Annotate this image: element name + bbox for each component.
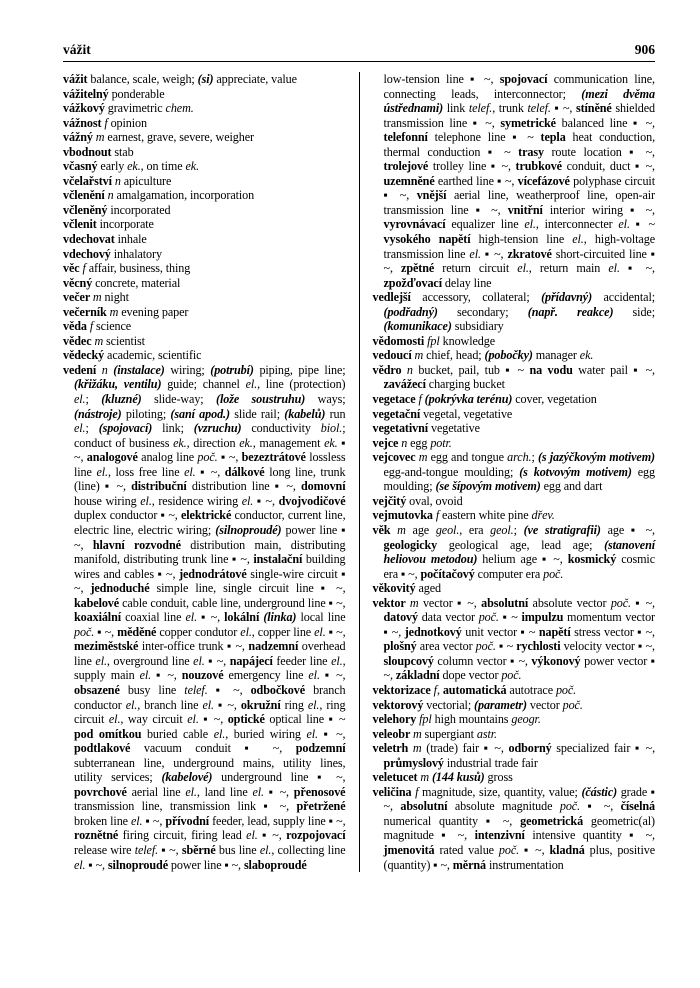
dictionary-entry: vegetativní vegetative bbox=[372, 421, 480, 436]
dictionary-entry: vegetace f (pokrývka terénu) cover, vegetation bbox=[372, 392, 597, 407]
dictionary-entry: vážkový gravimetric chem. bbox=[63, 101, 194, 116]
dictionary-entry: veletucet m (144 kusů) gross bbox=[372, 770, 513, 785]
dictionary-entry: večerník m evening paper bbox=[63, 304, 189, 319]
dictionary-entry: včlenit incorporate bbox=[63, 217, 154, 232]
dictionary-entry: večer m night bbox=[63, 290, 129, 305]
dictionary-entry: včasný early ek., on time ek. bbox=[63, 159, 200, 174]
guide-word: vážit bbox=[63, 42, 91, 57]
dictionary-entry: velehory fpl high mountains geogr. bbox=[372, 712, 541, 727]
dictionary-entry: veletrh m (trade) fair ▪ ~, odborný specialized fair ▪ ~, průmyslový industrial trade fair bbox=[372, 741, 656, 770]
header-rule bbox=[63, 61, 655, 62]
dictionary-entry: vejcovec m egg and tongue arch.; (s jazýčkovým motivem) egg-and-tongue moulding; (s kotvovým motivem) egg moulding; (se šípovým motivem) egg and dart bbox=[372, 450, 655, 494]
dictionary-entry: vážitelný ponderable bbox=[63, 86, 165, 101]
dictionary-entry: věk m age geol., era geol.; (ve stratigrafii) age ▪ ~, geologicky geological age, lead age; (stanovení heliovou metodou) helium age ▪ ~, kosmický cosmic era ▪ ~, počítačový computer era poč. bbox=[372, 522, 655, 581]
dictionary-entry: vedlejší accessory, collateral; (přídavný) accidental; (podřadný) secondary; (např. reakce) side; (komunikace) subsidiary bbox=[372, 290, 655, 334]
dictionary-entry: věcný concrete, material bbox=[63, 275, 181, 290]
dictionary-entry: vejčitý oval, ovoid bbox=[372, 493, 463, 508]
dictionary-entry: vědec m scientist bbox=[63, 333, 145, 348]
right-column bbox=[373, 72, 656, 872]
dictionary-entry: vejmutovka f eastern white pine dřev. bbox=[372, 508, 555, 523]
dictionary-entry: včlenění n amalgamation, incorporation bbox=[63, 188, 255, 203]
dictionary-entry: veleobr m supergiant astr. bbox=[372, 726, 497, 741]
page-number: 906 bbox=[634, 42, 655, 57]
text-columns bbox=[63, 72, 655, 872]
dictionary-entry: veličina f magnitude, size, quantity, value; (částic) grade ▪ ~, absolutní absolute magnitude poč. ▪ ~, číselná numerical quantity ▪ ~, geometrická geometric(al) magnitude ▪ ~, intenzivní intensive quantity ▪ ~, jmenovitá rated value poč. ▪ ~, kladná plus, positive (quantity) ▪ ~, měrná instrumentation bbox=[372, 784, 655, 872]
dictionary-entry: vedení n (instalace) wiring; (potrubí) piping, pipe line; (křižáku, ventilu) guide; channel el., line (protection) el.; (kluzné) slide-way; (lože soustruhu) ways; (nástroje) piloting; (saní apod.) slide rail; (kabelů) run el.; (spojovací) link; (vzruchu) conductivity biol.; conduct of business ek., direction ek., management ek. ▪ ~, analogové analog line poč. ▪ ~, bezeztrátové lossless line el., loss free line el. ▪ ~, dálkové long line, trunk (line) ▪ ~, distribuční distribution line ▪ ~, domovní house wiring el., residence wiring el. ▪ ~, dvojvodičové duplex conductor ▪ ~, elektrické conductor, current line, electric line, electric wiring; (silnoproudé) power line ▪ ~, hlavní rozvodné distribution main, distributing manifold, distributing trunk line ▪ ~, instalační building wires and cables ▪ ~, jednodrátové single-wire circuit ▪ ~, jednoduché simple line, single circuit line ▪ ~, kabelové cable conduit, cable line, underground line ▪ ~, koaxiální coaxial line el. ▪ ~, lokální (linka) local line poč. ▪ ~, měděné copper condutor el., copper line el. ▪ ~, meziměstské inter-office trunk ▪ ~, nadzemní overhead line el., overground line el. ▪ ~, napájecí feeder line el., supply main el. ▪ ~, nouzové emergency line el. ▪ ~, obsazené busy line telef. ▪ ~, odbočkové branch conductor el., branch line el. ▪ ~, okružní ring el., ring circuit el., way circuit el. ▪ ~, optické optical line ▪ ~ pod omítkou buried cable el., buried wiring el. ▪ ~, podtlakové vacuum conduit ▪ ~, podzemní subterranean line, underground mains, utility lines, utility services; (kabelové) underground line ▪ ~, povrchové aerial line el., land line el. ▪ ~, přenosové transmission line, transmission link ▪ ~, přetržené broken line el. ▪ ~, přívodní feeder, lead, supply line ▪ ~, roznětné firing circuit, firing lead el. ▪ ~, rozpojovací release wire telef. ▪ ~, sběrné bus line el., collecting line el. ▪ ~, silnoproudé power line ▪ ~, slaboproudé bbox=[63, 362, 346, 872]
dictionary-entry: včleněný incorporated bbox=[63, 202, 171, 217]
dictionary-entry: vegetační vegetal, vegetative bbox=[372, 406, 513, 421]
column-divider bbox=[359, 72, 360, 872]
dictionary-entry: včelařství n apiculture bbox=[63, 173, 172, 188]
dictionary-entry: věkovitý aged bbox=[372, 581, 441, 596]
dictionary-entry: vektor m vector ▪ ~, absolutní absolute vector poč. ▪ ~, datový data vector poč. ▪ ~ impulzu momentum vector ▪ ~, jednotkový unit vector ▪ ~ napětí stress vector ▪ ~, plošný area vector poč. ▪ ~ rychlosti velocity vector ▪ ~, sloupcový column vector ▪ ~, výkonový power vector ▪ ~, základní dope vector poč. bbox=[372, 595, 655, 683]
dictionary-entry: vedoucí m chief, head; (pobočky) manager ek. bbox=[372, 348, 594, 363]
dictionary-entry: vážnost f opinion bbox=[63, 115, 147, 130]
running-header bbox=[63, 42, 655, 57]
dictionary-entry: vědecký academic, scientific bbox=[63, 348, 202, 363]
dictionary-entry: vdechový inhalatory bbox=[63, 246, 162, 261]
dictionary-entry: low-tension line ▪ ~, spojovací communication line, connecting leads, interconnector; (mezi dvěma ústřednami) link telef., trunk telef. ▪ ~, stíněné shielded transmission line ▪ ~, symetrické balanced line ▪ ~, telefonní telephone line ▪ ~ tepla heat conduction, thermal conduction ▪ ~ trasy route location ▪ ~, trolejové trolley line ▪ ~, trubkové conduit, duct ▪ ~, uzemněné earthed line ▪ ~, vícefázové polyphase circuit ▪ ~, vnější aerial line, weatherproof line, open-air transmission line ▪ ~, vnitřní interior wiring ▪ ~, vyrovnávací equalizer line el., interconnecter el. ▪ ~ vysokého napětí high-tension line el., high-voltage transmission line el. ▪ ~, zkratové short-circuited line ▪ ~, zpětné return circuit el., return main el. ▪ ~, zpožďovací delay line bbox=[383, 72, 656, 290]
dictionary-entry: vědro n bucket, pail, tub ▪ ~ na vodu water pail ▪ ~, zavážecí charging bucket bbox=[372, 362, 655, 392]
dictionary-entry: věc f affair, business, thing bbox=[63, 261, 191, 276]
dictionary-entry: věda f science bbox=[63, 319, 132, 334]
dictionary-entry: vědomosti fpl knowledge bbox=[372, 333, 495, 348]
dictionary-entry: vážit balance, scale, weigh; (si) appreciate, value bbox=[63, 72, 297, 86]
left-column bbox=[63, 72, 346, 872]
dictionary-entry: vážný m earnest, grave, severe, weigher bbox=[63, 130, 254, 145]
dictionary-entry: vektorový vectorial; (parametr) vector poč. bbox=[372, 697, 583, 712]
dictionary-entry: vdechovat inhale bbox=[63, 232, 147, 247]
dictionary-entry: vejce n egg potr. bbox=[372, 435, 452, 450]
dictionary-entry: vbodnout stab bbox=[63, 144, 134, 159]
dictionary-entry: vektorizace f, automatická autotrace poč. bbox=[372, 682, 577, 697]
